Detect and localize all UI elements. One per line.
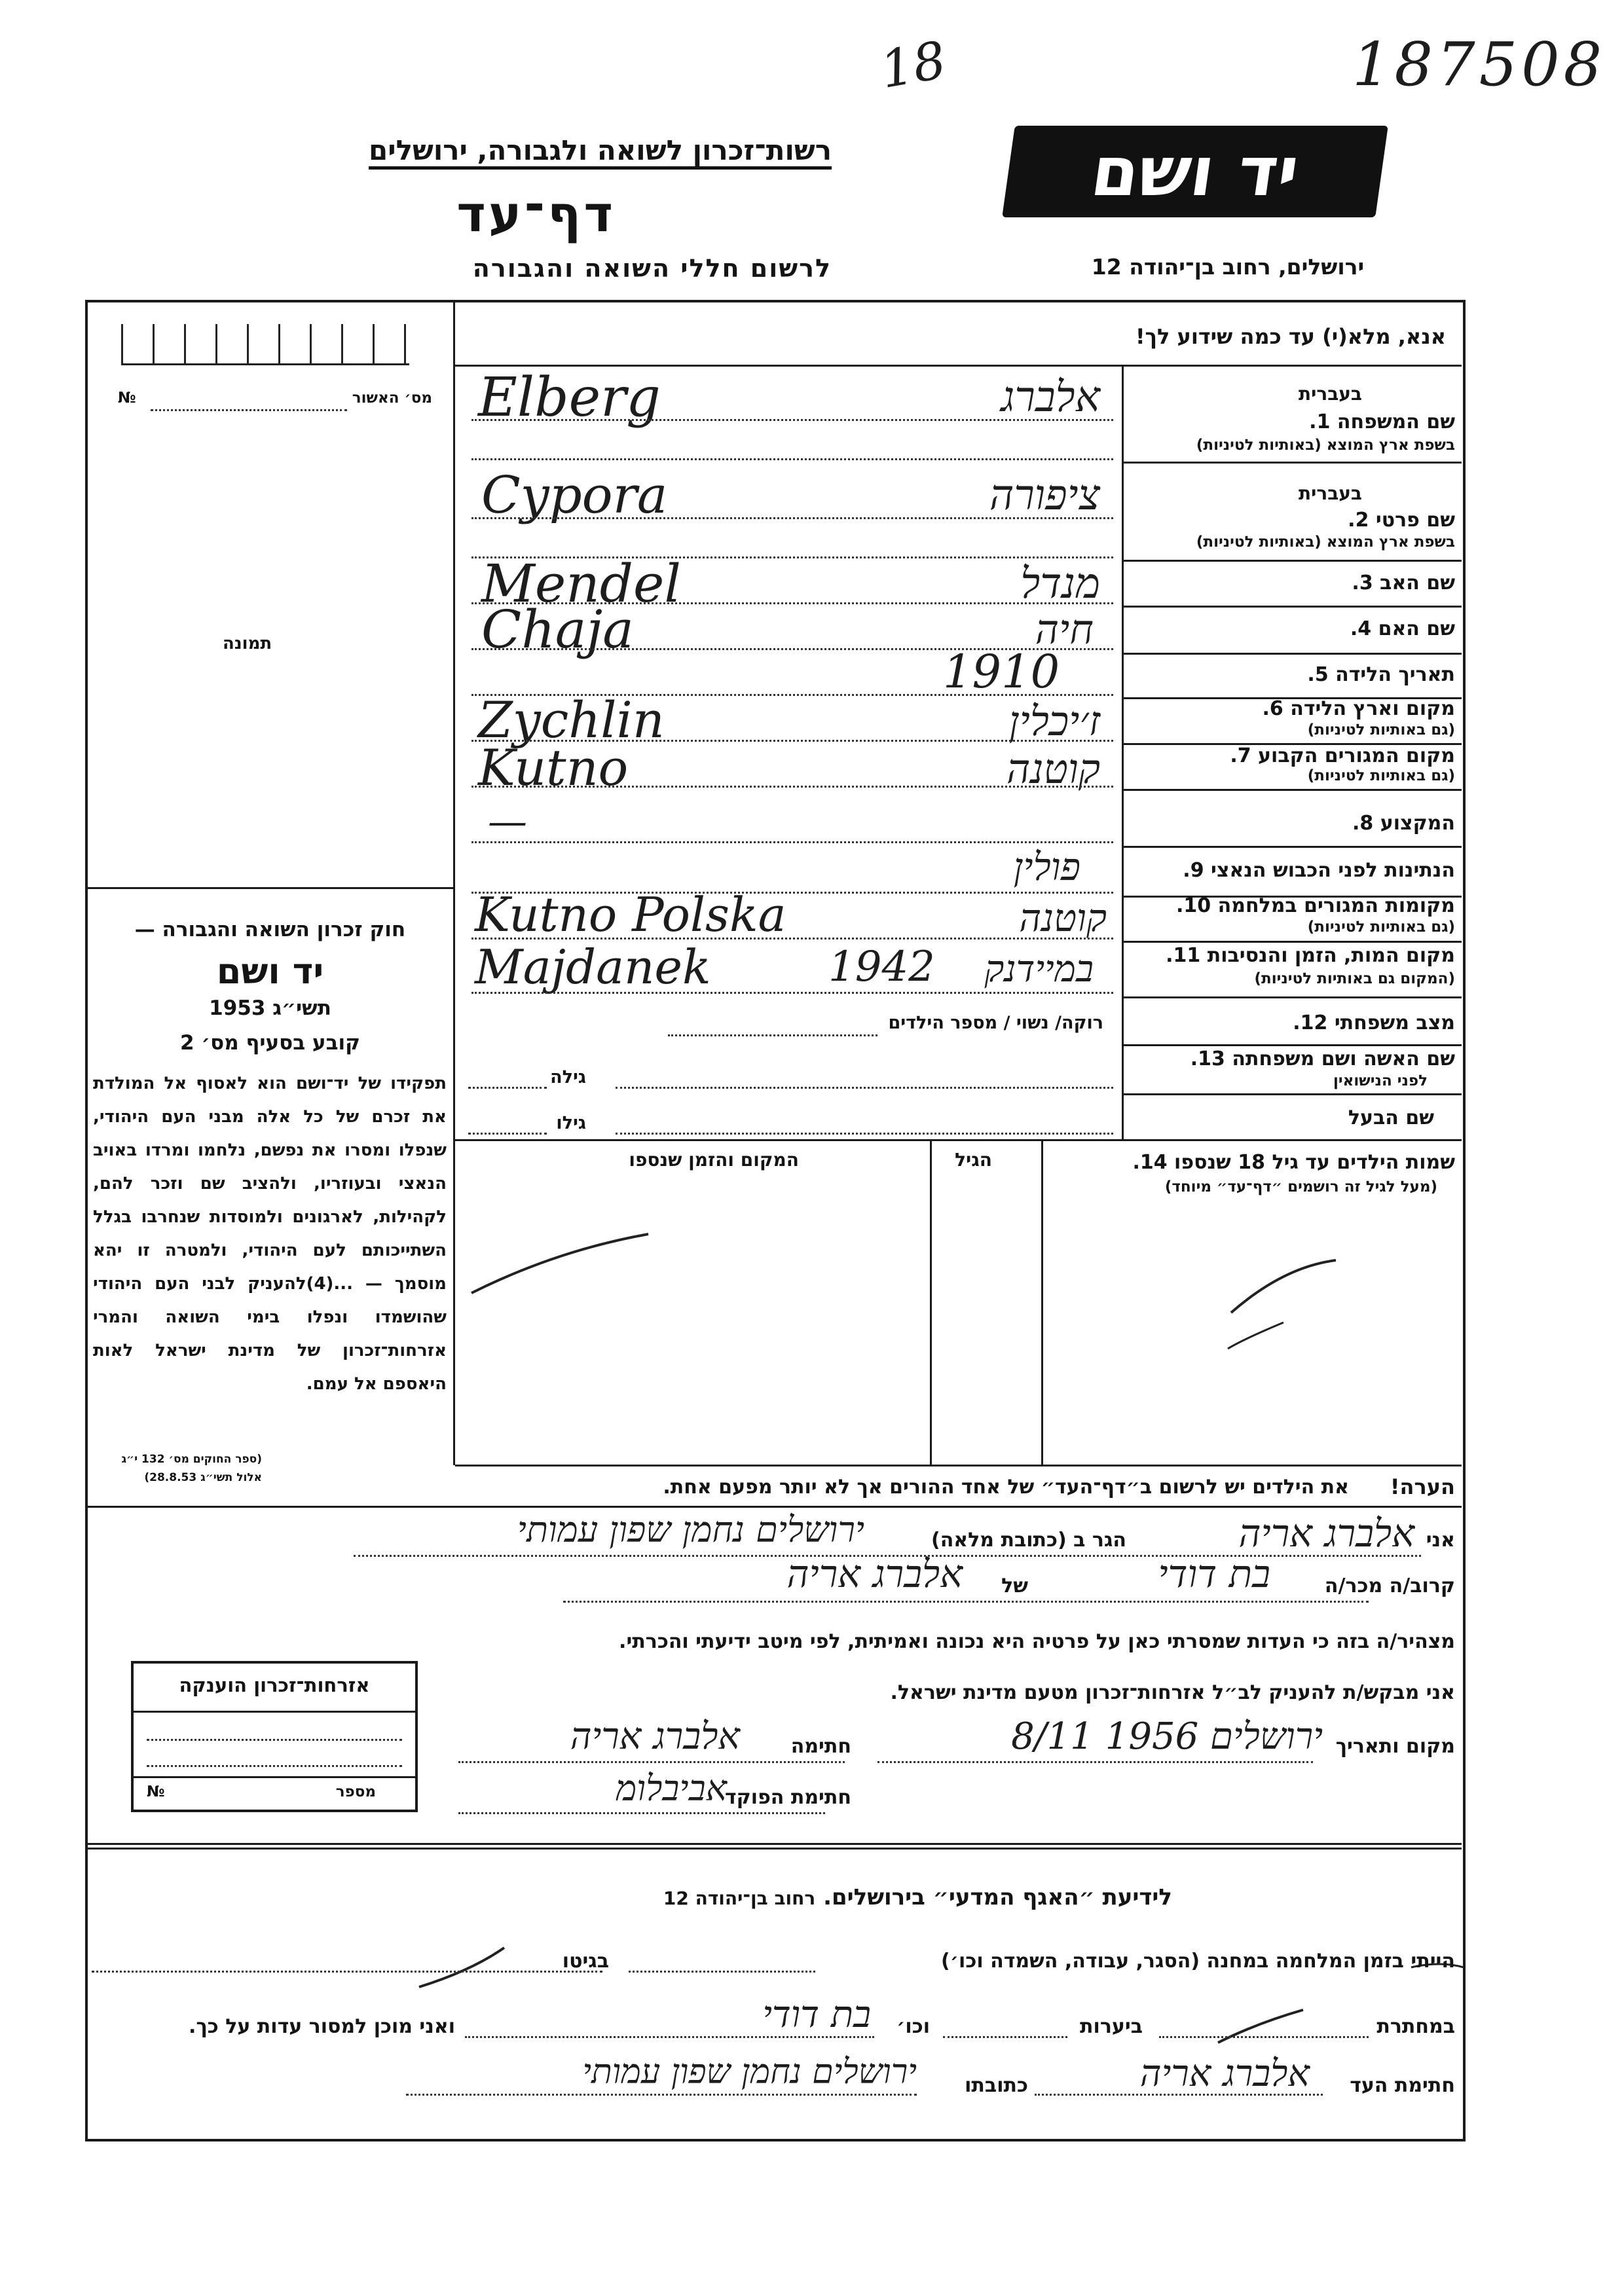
decl-relation: בת דודי	[1158, 1552, 1270, 1596]
intro-text: אנא, מלא(י) עד כמה שידוע לך!	[1135, 324, 1446, 349]
field-1-label: שם המשפחה 1.	[1309, 410, 1455, 433]
bottom-line2-label-a: במחתרת	[1376, 2015, 1455, 2038]
bottom-line1-blank	[92, 1971, 602, 1973]
field-11-value-year: 1942	[828, 943, 935, 991]
husband-line	[616, 1133, 1113, 1135]
sheet-number: 18	[876, 31, 951, 100]
decl-resides-label: הגר ב (כתובת מלאה)	[931, 1529, 1126, 1552]
label-column-divider	[1122, 365, 1124, 1139]
yad-vashem-logo	[1002, 126, 1388, 217]
citizenship-no-suffix: №	[147, 1783, 165, 1800]
decl-name: אלברג אריה	[1238, 1511, 1414, 1556]
field-13-age-label: גילה	[550, 1067, 586, 1087]
field-11-value-latin: Majdanek	[475, 939, 711, 994]
field-2-line	[471, 517, 1113, 519]
form-title: דף־עד	[456, 185, 616, 243]
field-2-tag: בעברית	[1298, 483, 1362, 504]
citizenship-blank	[147, 1765, 402, 1767]
approval-number-row	[118, 390, 432, 416]
approval-no-blank	[151, 409, 347, 411]
field-13-label: שם האשה ושם משפחתה 13.	[1190, 1048, 1455, 1070]
children-col-divider	[1041, 1140, 1043, 1465]
row-line	[1122, 560, 1462, 562]
law-year: תשי״ג 1953	[209, 996, 331, 1020]
field-13-sub: לפני הנישואין	[1333, 1072, 1428, 1089]
field-6-label: מקום וארץ הלידה 6.	[1262, 697, 1455, 720]
field-3-value-latin: Mendel	[481, 553, 681, 614]
bottom-line2-label-b: ביערות	[1080, 2015, 1143, 2038]
field-2-value-hebrew: ציפורה	[989, 471, 1100, 520]
field-10-value-latin: Kutno Polska	[475, 887, 786, 942]
decl-request: אני מבקש/ת להעניק לב״ל אזרחות־זכרון מטעם מדינת ישראל.	[890, 1681, 1455, 1704]
field-11-sub: (המקום גם באותיות לטיניות)	[1254, 970, 1455, 987]
row-line	[455, 1139, 1462, 1141]
row-line	[1122, 941, 1462, 943]
field-13-line	[616, 1087, 1113, 1089]
field-7-value-hebrew: קוטנה	[1006, 745, 1100, 793]
field-4-value-latin: Chaja	[481, 599, 634, 660]
decl-place-date: ירושלים 1956 8/11	[1011, 1715, 1323, 1758]
field-2-sub: בשפת ארץ המוצא (באותיות לטיניות)	[1196, 534, 1455, 551]
husband-age-label: גילו	[556, 1113, 586, 1133]
decl-relative-label: קרוב/ה מכר/ה	[1324, 1575, 1455, 1597]
authority-line: רשות־זכרון לשואה ולגבורה, ירושלים	[368, 134, 832, 166]
field-1-line	[471, 458, 1113, 460]
field-3-value-hebrew: מנדל	[1020, 560, 1100, 608]
law-title: חוק זכרון השואה והגבורה —	[134, 918, 406, 941]
bottom-line3-blank	[1035, 2094, 1323, 2096]
bottom-line2-blank	[943, 2036, 1067, 2038]
row-line	[1122, 653, 1462, 655]
decl-line	[563, 1601, 1369, 1603]
form-subtitle: לרשום חללי השואה והגבורה	[472, 254, 832, 283]
field-10-label: מקומות המגורים במלחמה 10.	[1176, 894, 1455, 917]
approval-no-label: מס׳ האשור	[352, 390, 432, 407]
field-7-value-latin: Kutno	[478, 738, 629, 797]
field-11-label: מקום המות, הזמן והנסיבות 11.	[1166, 944, 1455, 967]
row-line	[1122, 462, 1462, 464]
bottom-line2-blank	[465, 2036, 874, 2038]
citizenship-rule	[134, 1776, 415, 1778]
row-line	[1122, 789, 1462, 791]
approval-barcode	[121, 324, 409, 365]
field-5-value: 1910	[943, 645, 1060, 699]
field-12-line	[668, 1034, 877, 1036]
bottom-line3-addr-label: כתובתו	[965, 2074, 1028, 2097]
field-11-value-hebrew: במיידנק	[984, 948, 1094, 991]
field-5-label: תאריך הלידה 5.	[1307, 663, 1455, 686]
field-12-label: מצב משפחתי 12.	[1293, 1011, 1455, 1034]
children-col-age: הגיל	[955, 1149, 992, 1171]
field-8-line	[471, 841, 1113, 843]
bottom-title: לידיעת ״האגף המדעי״ בירושלים. רחוב בן־יהודה 12	[663, 1884, 1172, 1910]
field-6-value-latin: Zychlin	[478, 691, 665, 749]
field-4-value-hebrew: חיה	[1035, 606, 1094, 653]
bottom-line2-blank	[1159, 2036, 1369, 2038]
decl-of-label: של	[1001, 1575, 1028, 1597]
children-col-place: המקום והזמן שנספו	[629, 1149, 799, 1171]
row-line	[1122, 996, 1462, 998]
field-10-value-hebrew: קוטנה	[1019, 896, 1107, 940]
field-6-sub: (גם באותיות לטיניות)	[1307, 721, 1455, 738]
approval-no-suffix: №	[118, 390, 136, 407]
decl-signature: אלברג אריה	[570, 1715, 740, 1758]
field-1-line	[471, 419, 1113, 421]
decl-i-label: אני	[1426, 1529, 1455, 1552]
bottom-line2-value: בת דודי	[762, 1994, 871, 2036]
field-8-label: המקצוע 8.	[1352, 812, 1455, 835]
bottom-line1-pre: הייתי בזמן המלחמה במחנה (הסגר, עבודה, השמדה וכו׳)	[941, 1950, 1455, 1973]
field-1-sub: בשפת ארץ המוצא (באותיות לטיניות)	[1196, 437, 1455, 454]
row-line	[1122, 1044, 1462, 1046]
note-label: הערה!	[1390, 1474, 1455, 1499]
row-line	[1122, 846, 1462, 848]
decl-signature-label: חתימה	[790, 1735, 851, 1758]
field-2-value-latin: Cypora	[481, 466, 668, 525]
husband-age-line	[468, 1133, 547, 1135]
children-sub: (מעל לגיל זה רושמים ״דף־עד״ מיוחד)	[1164, 1178, 1437, 1195]
row-line	[1122, 606, 1462, 608]
field-12-value: רוקה/ נשוי / מספר הילדים	[888, 1013, 1103, 1033]
children-col-divider	[930, 1140, 932, 1465]
bottom-line1-post: בגיטו	[562, 1950, 609, 1973]
field-11-line	[471, 992, 1113, 994]
field-1-tag: בעברית	[1298, 383, 1362, 405]
bottom-line3-sig: אלברג אריה	[1139, 2052, 1310, 2095]
archive-number: 187508	[1352, 29, 1606, 100]
decl-statement: מצהיר/ה בזה כי העדות שמסרתי כאן על פרטיה היא נכונה ואמיתית, לפי מיטב ידיעתי והכרתי.	[619, 1630, 1455, 1653]
decl-officer-line	[458, 1812, 825, 1814]
field-4-label: שם האם 4.	[1350, 617, 1455, 640]
gazette-note: (ספר החוקים מס׳ 132 י״ג אלול תשי״ג 28.8.53)	[121, 1453, 262, 1484]
row-line	[1122, 1093, 1462, 1095]
field-7-sub: (גם באותיות לטיניות)	[1307, 767, 1455, 784]
citizenship-title: אזרחות־זכרון הוענקה	[179, 1674, 370, 1696]
field-10-sub: (גם באותיות לטיניות)	[1307, 919, 1455, 936]
decl-place-line	[877, 1761, 1313, 1763]
decl-signature-line	[458, 1761, 845, 1763]
husband-label: שם הבעל	[1348, 1106, 1434, 1129]
field-9-value: פולין	[1013, 845, 1080, 889]
note-top-line	[455, 1465, 1462, 1467]
left-panel-divider	[453, 302, 455, 1465]
photo-label: תמונה	[223, 634, 272, 653]
field-2-label: שם פרטי 2.	[1348, 509, 1455, 532]
law-name: יד ושם	[216, 951, 324, 992]
field-7-line	[471, 786, 1113, 788]
bottom-section-rule	[88, 1843, 1462, 1845]
field-3-label: שם האב 3.	[1352, 572, 1455, 594]
citizenship-no-label: מספר	[335, 1783, 376, 1800]
field-9-label: הנתינות לפני הכבוש הנאצי 9.	[1183, 859, 1455, 882]
note-bottom-line	[88, 1506, 1462, 1508]
bottom-line2-label-c: וכו׳	[896, 2015, 930, 2038]
law-clause: קובע בסעיף מס׳ 2	[180, 1031, 360, 1055]
address-line: ירושלים, רחוב בן־יהודה 12	[1091, 254, 1365, 280]
citizenship-box	[131, 1661, 418, 1812]
bottom-line3-label: חתימת העד	[1350, 2074, 1455, 2097]
note-text: את הילדים יש לרשום ב״דף־העד״ של אחד ההורים אך לא יותר מפעם אחת.	[663, 1476, 1349, 1499]
photo-box-divider	[88, 887, 453, 889]
decl-officer-label: חתימת הפוקד	[725, 1786, 851, 1809]
children-label: שמות הילדים עד גיל 18 שנספו 14.	[1132, 1151, 1455, 1174]
field-1-value-latin: Elberg	[478, 367, 661, 429]
decl-officer-signature: אביבלומ	[616, 1768, 727, 1809]
logo-text: יד ושם	[1086, 132, 1304, 211]
field-1-value-hebrew: אלברג	[1001, 373, 1100, 422]
decl-place-date-label: מקום ותאריך	[1335, 1735, 1455, 1758]
decl-relation-of: אלברג אריה	[786, 1552, 963, 1596]
bottom-line3-addr: ירושלים נחמן שפון עמותי	[582, 2052, 917, 2092]
law-text: תפקידו של יד־ושם הוא לאסוף אל המולדת את זכרם של כל אלה מבני העם היהודי, שנפלו ומסרו את נפשם, נלחמו ומרדו באויב הנאצי ובעוזריו, ולהציב שם וזכר להם, לקהילות, לארגונים ולמוסדות שנחרבו בגלל השתייכותם לעם היהודי, ולמטרה זו יהא מוסמך — ...(4)להעניק לבני העם היהודי שהושמדו ונפלו בימי השואה והמרי אזרחות־זכרון של מדינת ישראל לאות היאספם אל עמם.	[93, 1074, 447, 1394]
citizenship-rule	[134, 1711, 415, 1713]
bottom-section-rule	[88, 1848, 1462, 1850]
field-13-age-line	[468, 1087, 547, 1089]
bottom-line2-end: ואני מוכן למסור עדות על כך.	[189, 2015, 455, 2038]
decl-address: ירושלים נחמן שפון עמותי	[517, 1509, 864, 1550]
bottom-line3-blank	[406, 2094, 917, 2096]
field-7-label: מקום המגורים הקבוע 7.	[1230, 744, 1455, 767]
field-8-value: —	[488, 799, 527, 845]
citizenship-blank	[147, 1739, 402, 1741]
field-6-value-hebrew: ז׳יכלין	[1008, 697, 1100, 745]
bottom-line1-blank	[629, 1971, 815, 1973]
